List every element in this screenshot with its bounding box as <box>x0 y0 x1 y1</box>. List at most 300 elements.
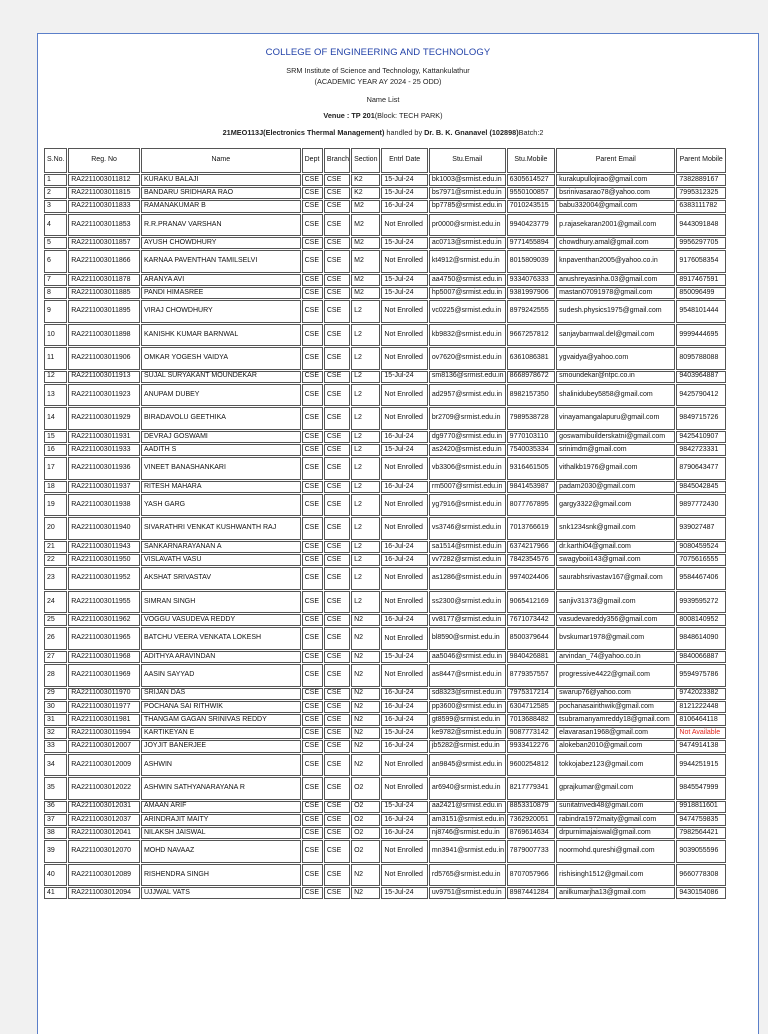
cell-section: K2 <box>351 174 380 186</box>
table-row <box>44 864 726 887</box>
cell-stu-email: br2709@srmist.edu.in <box>429 407 506 430</box>
cell-branch: CSE <box>324 814 350 826</box>
cell-sno: 22 <box>44 554 67 566</box>
table-row <box>44 701 726 713</box>
table-row <box>44 567 726 590</box>
cell-name: OMKAR YOGESH VAIDYA <box>141 347 301 370</box>
cell-stu-mobile: 7879007733 <box>507 840 556 863</box>
cell-branch: CSE <box>324 664 350 687</box>
table-row <box>44 627 726 650</box>
cell-parent-mobile: 9918811601 <box>676 801 726 813</box>
cell-stu-mobile: 8779357557 <box>507 664 556 687</box>
cell-dept: CSE <box>302 627 323 650</box>
venue-block: (Block: TECH PARK) <box>374 111 443 120</box>
cell-dept: CSE <box>302 457 323 480</box>
cell-parent-email: vinayamangalapuru@gmail.com <box>556 407 675 430</box>
cell-stu-email: bl8590@srmist.edu.in <box>429 627 506 650</box>
cell-enrol-date: Not Enrolled <box>381 627 427 650</box>
cell-enrol-date: 15-Jul-24 <box>381 651 427 663</box>
cell-name: JOYJIT BANERJEE <box>141 740 301 752</box>
cell-reg-no: RA2211003011857 <box>68 237 140 249</box>
table-row <box>44 187 726 199</box>
cell-branch: CSE <box>324 714 350 726</box>
cell-name: AASIN SAYYAD <box>141 664 301 687</box>
cell-stu-email: jb5282@srmist.edu.in <box>429 740 506 752</box>
cell-section: M2 <box>351 274 380 286</box>
cell-stu-mobile: 7013688482 <box>507 714 556 726</box>
cell-stu-mobile: 6305614527 <box>507 174 556 186</box>
table-row <box>44 840 726 863</box>
batch-label: Batch:2 <box>518 128 544 137</box>
cell-enrol-date: 16-Jul-24 <box>381 200 427 212</box>
cell-parent-email: shalinidubey5858@gmail.com <box>556 384 675 407</box>
cell-parent-email: alokeban2010@gmail.com <box>556 740 675 752</box>
cell-parent-email: goswamibuilderskatni@gmail.com <box>556 431 675 443</box>
cell-stu-email: an9845@srmist.edu.in <box>429 754 506 777</box>
cell-reg-no: RA2211003011936 <box>68 457 140 480</box>
cell-dept: CSE <box>302 688 323 700</box>
cell-section: K2 <box>351 187 380 199</box>
cell-parent-mobile: 9443091848 <box>676 214 726 237</box>
cell-sno: 9 <box>44 300 67 323</box>
cell-parent-email: srinimdm@gmail.com <box>556 444 675 456</box>
cell-reg-no: RA2211003011815 <box>68 187 140 199</box>
cell-enrol-date: Not Enrolled <box>381 517 427 540</box>
cell-reg-no: RA2211003011933 <box>68 444 140 456</box>
cell-dept: CSE <box>302 840 323 863</box>
cell-sno: 8 <box>44 287 67 299</box>
cell-enrol-date: 15-Jul-24 <box>381 237 427 249</box>
cell-parent-mobile: 9944251915 <box>676 754 726 777</box>
cell-stu-email: vc0225@srmist.edu.in <box>429 300 506 323</box>
cell-dept: CSE <box>302 187 323 199</box>
cell-branch: CSE <box>324 457 350 480</box>
col-header-stu-email: Stu.Email <box>429 148 506 173</box>
cell-enrol-date: 15-Jul-24 <box>381 274 427 286</box>
cell-stu-mobile: 9065412169 <box>507 591 556 614</box>
cell-dept: CSE <box>302 727 323 739</box>
table-row <box>44 887 726 899</box>
cell-parent-email: snk1234snk@gmail.com <box>556 517 675 540</box>
cell-dept: CSE <box>302 274 323 286</box>
cell-enrol-date: Not Enrolled <box>381 754 427 777</box>
table-row <box>44 384 726 407</box>
cell-reg-no: RA2211003012007 <box>68 740 140 752</box>
cell-stu-email: sm8136@srmist.edu.in <box>429 371 506 383</box>
handled-by-label: handled by <box>384 128 425 137</box>
cell-stu-mobile: 9940423779 <box>507 214 556 237</box>
cell-name: RISHENDRA SINGH <box>141 864 301 887</box>
cell-section: L2 <box>351 407 380 430</box>
cell-enrol-date: 16-Jul-24 <box>381 714 427 726</box>
table-body <box>44 174 726 899</box>
cell-sno: 30 <box>44 701 67 713</box>
cell-section: L2 <box>351 347 380 370</box>
cell-reg-no: RA2211003011977 <box>68 701 140 713</box>
cell-parent-email: sanjaybarnwal.del@gmail.com <box>556 324 675 347</box>
cell-enrol-date: 16-Jul-24 <box>381 814 427 826</box>
cell-section: N2 <box>351 727 380 739</box>
cell-enrol-date: 16-Jul-24 <box>381 614 427 626</box>
cell-parent-email: sunitatrivedi48@gmail.com <box>556 801 675 813</box>
cell-dept: CSE <box>302 444 323 456</box>
cell-stu-email: ov7620@srmist.edu.in <box>429 347 506 370</box>
table-row <box>44 371 726 383</box>
cell-stu-mobile: 6304712585 <box>507 701 556 713</box>
cell-reg-no: RA2211003011895 <box>68 300 140 323</box>
cell-name: ADITHYA ARAVINDAN <box>141 651 301 663</box>
cell-reg-no: RA2211003011929 <box>68 407 140 430</box>
cell-branch: CSE <box>324 827 350 839</box>
cell-parent-email: gargy3322@gmail.com <box>556 494 675 517</box>
cell-parent-mobile: 9956297705 <box>676 237 726 249</box>
cell-name: KURAKU BALAJI <box>141 174 301 186</box>
cell-name: BANDARU SRIDHARA RAO <box>141 187 301 199</box>
table-row <box>44 481 726 493</box>
cell-reg-no: RA2211003011833 <box>68 200 140 212</box>
cell-reg-no: RA2211003012070 <box>68 840 140 863</box>
cell-reg-no: RA2211003012022 <box>68 777 140 800</box>
cell-reg-no: RA2211003011970 <box>68 688 140 700</box>
cell-section: M2 <box>351 287 380 299</box>
cell-dept: CSE <box>302 250 323 273</box>
cell-parent-email: knpaventhan2005@yahoo.co.in <box>556 250 675 273</box>
cell-sno: 34 <box>44 754 67 777</box>
cell-parent-email: pochanasairithwik@gmail.com <box>556 701 675 713</box>
cell-reg-no: RA2211003011955 <box>68 591 140 614</box>
cell-stu-email: bs7971@srmist.edu.in <box>429 187 506 199</box>
cell-parent-email: noormohd.qureshi@gmail.com <box>556 840 675 863</box>
cell-stu-email: am3151@srmist.edu.in <box>429 814 506 826</box>
cell-sno: 31 <box>44 714 67 726</box>
cell-enrol-date: 16-Jul-24 <box>381 554 427 566</box>
cell-section: M2 <box>351 250 380 273</box>
cell-sno: 36 <box>44 801 67 813</box>
col-header-branch: Branch <box>324 148 350 173</box>
cell-parent-mobile: 8121222448 <box>676 701 726 713</box>
cell-dept: CSE <box>302 777 323 800</box>
cell-enrol-date: 16-Jul-24 <box>381 541 427 553</box>
cell-stu-email: yg7916@srmist.edu.in <box>429 494 506 517</box>
cell-name: ARINDRAJIT MAITY <box>141 814 301 826</box>
cell-section: N2 <box>351 651 380 663</box>
cell-parent-email: anushreyasinha.03@gmail.com <box>556 274 675 286</box>
cell-parent-mobile: 8008140952 <box>676 614 726 626</box>
cell-enrol-date: 15-Jul-24 <box>381 801 427 813</box>
cell-enrol-date: Not Enrolled <box>381 494 427 517</box>
cell-stu-mobile: 7842354576 <box>507 554 556 566</box>
cell-branch: CSE <box>324 174 350 186</box>
cell-stu-email: aa2421@srmist.edu.in <box>429 801 506 813</box>
cell-dept: CSE <box>302 200 323 212</box>
cell-section: L2 <box>351 567 380 590</box>
cell-section: L2 <box>351 324 380 347</box>
cell-sno: 16 <box>44 444 67 456</box>
cell-reg-no: RA2211003011965 <box>68 627 140 650</box>
cell-stu-mobile: 8979242555 <box>507 300 556 323</box>
cell-sno: 18 <box>44 481 67 493</box>
cell-stu-mobile: 9770103110 <box>507 431 556 443</box>
cell-branch: CSE <box>324 864 350 887</box>
cell-parent-mobile: 9176058354 <box>676 250 726 273</box>
cell-section: L2 <box>351 481 380 493</box>
cell-branch: CSE <box>324 777 350 800</box>
cell-branch: CSE <box>324 688 350 700</box>
table-row <box>44 801 726 813</box>
cell-branch: CSE <box>324 431 350 443</box>
cell-branch: CSE <box>324 384 350 407</box>
cell-section: N2 <box>351 754 380 777</box>
cell-name: AYUSH CHOWDHURY <box>141 237 301 249</box>
cell-enrol-date: 16-Jul-24 <box>381 701 427 713</box>
cell-sno: 37 <box>44 814 67 826</box>
table-header-row <box>44 148 726 173</box>
table-row <box>44 457 726 480</box>
cell-dept: CSE <box>302 864 323 887</box>
cell-sno: 20 <box>44 517 67 540</box>
cell-parent-mobile: 9430154086 <box>676 887 726 899</box>
cell-sno: 1 <box>44 174 67 186</box>
cell-stu-email: kt4912@srmist.edu.in <box>429 250 506 273</box>
student-table <box>43 147 727 900</box>
cell-branch: CSE <box>324 287 350 299</box>
cell-branch: CSE <box>324 347 350 370</box>
cell-reg-no: RA2211003011943 <box>68 541 140 553</box>
cell-enrol-date: 16-Jul-24 <box>381 827 427 839</box>
cell-enrol-date: Not Enrolled <box>381 664 427 687</box>
cell-parent-mobile: 9999444695 <box>676 324 726 347</box>
cell-name: DEVRAJ GOSWAMI <box>141 431 301 443</box>
cell-stu-mobile: 8015809039 <box>507 250 556 273</box>
cell-stu-mobile: 9667257812 <box>507 324 556 347</box>
cell-branch: CSE <box>324 200 350 212</box>
cell-sno: 10 <box>44 324 67 347</box>
cell-name: ANUPAM DUBEY <box>141 384 301 407</box>
cell-parent-mobile: 9742023382 <box>676 688 726 700</box>
table-row <box>44 444 726 456</box>
cell-sno: 39 <box>44 840 67 863</box>
cell-section: N2 <box>351 714 380 726</box>
cell-reg-no: RA2211003011968 <box>68 651 140 663</box>
cell-stu-mobile: 9550100857 <box>507 187 556 199</box>
cell-section: L2 <box>351 494 380 517</box>
cell-branch: CSE <box>324 300 350 323</box>
cell-parent-email: padam2030@gmail.com <box>556 481 675 493</box>
cell-parent-email: chowdhury.amal@gmail.com <box>556 237 675 249</box>
cell-parent-email: sudesh.physics1975@gmail.com <box>556 300 675 323</box>
cell-parent-email: rishisingh1512@gmail.com <box>556 864 675 887</box>
cell-dept: CSE <box>302 714 323 726</box>
cell-dept: CSE <box>302 300 323 323</box>
cell-stu-email: sd8323@srmist.edu.in <box>429 688 506 700</box>
cell-stu-email: dg9770@srmist.edu.in <box>429 431 506 443</box>
subject-line <box>38 128 728 137</box>
cell-branch: CSE <box>324 701 350 713</box>
table-row <box>44 714 726 726</box>
cell-enrol-date: 15-Jul-24 <box>381 887 427 899</box>
cell-section: L2 <box>351 541 380 553</box>
cell-dept: CSE <box>302 801 323 813</box>
cell-enrol-date: Not Enrolled <box>381 407 427 430</box>
cell-section: N2 <box>351 627 380 650</box>
cell-stu-email: ss2300@srmist.edu.in <box>429 591 506 614</box>
cell-branch: CSE <box>324 371 350 383</box>
cell-dept: CSE <box>302 664 323 687</box>
cell-stu-email: aa5046@srmist.edu.in <box>429 651 506 663</box>
table-row <box>44 740 726 752</box>
cell-section: L2 <box>351 431 380 443</box>
cell-section: L2 <box>351 591 380 614</box>
cell-parent-mobile: 9845547999 <box>676 777 726 800</box>
cell-parent-mobile: 7382889167 <box>676 174 726 186</box>
cell-section: N2 <box>351 701 380 713</box>
cell-stu-email: mn3941@srmist.edu.in <box>429 840 506 863</box>
cell-sno: 33 <box>44 740 67 752</box>
cell-branch: CSE <box>324 481 350 493</box>
cell-parent-mobile: 9548101444 <box>676 300 726 323</box>
cell-parent-email: anilkumarjha13@gmail.com <box>556 887 675 899</box>
cell-parent-mobile: 6383111782 <box>676 200 726 212</box>
cell-parent-email: swagyboii143@gmail.com <box>556 554 675 566</box>
table-row <box>44 494 726 517</box>
cell-stu-email: vs3746@srmist.edu.in <box>429 517 506 540</box>
cell-stu-mobile: 6374217966 <box>507 541 556 553</box>
cell-parent-mobile: 9939595272 <box>676 591 726 614</box>
cell-name: VINEET BANASHANKARI <box>141 457 301 480</box>
cell-stu-email: as2420@srmist.edu.in <box>429 444 506 456</box>
col-header-name: Name <box>141 148 301 173</box>
faculty-name: Dr. B. K. Gnanavel (102898) <box>424 128 519 137</box>
table-row <box>44 517 726 540</box>
cell-stu-email: aa4750@srmist.edu.in <box>429 274 506 286</box>
cell-enrol-date: 15-Jul-24 <box>381 727 427 739</box>
cell-stu-mobile: 9087773142 <box>507 727 556 739</box>
cell-name: AMAAN ARIF <box>141 801 301 813</box>
cell-sno: 13 <box>44 384 67 407</box>
cell-sno: 26 <box>44 627 67 650</box>
cell-branch: CSE <box>324 324 350 347</box>
cell-stu-mobile: 6361086381 <box>507 347 556 370</box>
cell-sno: 15 <box>44 431 67 443</box>
cell-parent-email: bvskumar1978@gmail.com <box>556 627 675 650</box>
cell-parent-mobile: 8095788088 <box>676 347 726 370</box>
cell-parent-mobile: 9474914138 <box>676 740 726 752</box>
cell-sno: 14 <box>44 407 67 430</box>
cell-stu-email: bp7785@srmist.edu.in <box>429 200 506 212</box>
cell-stu-mobile: 8707057966 <box>507 864 556 887</box>
cell-enrol-date: Not Enrolled <box>381 214 427 237</box>
col-header-regno: Reg. No <box>68 148 140 173</box>
cell-sno: 6 <box>44 250 67 273</box>
cell-reg-no: RA2211003011994 <box>68 727 140 739</box>
cell-reg-no: RA2211003011938 <box>68 494 140 517</box>
cell-section: L2 <box>351 300 380 323</box>
cell-sno: 7 <box>44 274 67 286</box>
cell-branch: CSE <box>324 237 350 249</box>
cell-enrol-date: 15-Jul-24 <box>381 444 427 456</box>
table-row <box>44 237 726 249</box>
table-row <box>44 554 726 566</box>
cell-stu-email: hp5007@srmist.edu.in <box>429 287 506 299</box>
cell-parent-email: saurabhsrivastav167@gmail.com <box>556 567 675 590</box>
cell-dept: CSE <box>302 481 323 493</box>
cell-reg-no: RA2211003011878 <box>68 274 140 286</box>
cell-section: O2 <box>351 827 380 839</box>
cell-dept: CSE <box>302 287 323 299</box>
cell-reg-no: RA2211003011940 <box>68 517 140 540</box>
cell-parent-mobile: 9425410907 <box>676 431 726 443</box>
cell-branch: CSE <box>324 444 350 456</box>
cell-name: VOGGU VASUDEVA REDDY <box>141 614 301 626</box>
cell-branch: CSE <box>324 614 350 626</box>
cell-dept: CSE <box>302 887 323 899</box>
cell-enrol-date: Not Enrolled <box>381 567 427 590</box>
cell-parent-email: sanjiv31373@gmail.com <box>556 591 675 614</box>
cell-parent-email: drpurnimajaiswal@gmail.com <box>556 827 675 839</box>
cell-dept: CSE <box>302 554 323 566</box>
cell-parent-mobile: 9584467406 <box>676 567 726 590</box>
cell-reg-no: RA2211003012037 <box>68 814 140 826</box>
cell-parent-email: tokkojabez123@gmail.com <box>556 754 675 777</box>
cell-reg-no: RA2211003011923 <box>68 384 140 407</box>
cell-parent-mobile: 8790643477 <box>676 457 726 480</box>
cell-parent-mobile: 9848614090 <box>676 627 726 650</box>
cell-stu-email: kb9832@srmist.edu.in <box>429 324 506 347</box>
col-header-parent-email: Parent Email <box>556 148 675 173</box>
cell-stu-email: vv7282@srmist.edu.in <box>429 554 506 566</box>
table-row <box>44 300 726 323</box>
cell-dept: CSE <box>302 591 323 614</box>
cell-stu-email: rd5765@srmist.edu.in <box>429 864 506 887</box>
cell-sno: 2 <box>44 187 67 199</box>
cell-parent-mobile: 850096499 <box>676 287 726 299</box>
cell-branch: CSE <box>324 651 350 663</box>
cell-parent-email: vithalkb1976@gmail.com <box>556 457 675 480</box>
cell-name: R.R.PRANAV VARSHAN <box>141 214 301 237</box>
cell-reg-no: RA2211003012031 <box>68 801 140 813</box>
cell-branch: CSE <box>324 214 350 237</box>
cell-stu-mobile: 7362920051 <box>507 814 556 826</box>
cell-parent-mobile: 7995312325 <box>676 187 726 199</box>
table-row <box>44 174 726 186</box>
cell-sno: 38 <box>44 827 67 839</box>
cell-branch: CSE <box>324 407 350 430</box>
cell-branch: CSE <box>324 887 350 899</box>
cell-dept: CSE <box>302 237 323 249</box>
table-row <box>44 214 726 237</box>
cell-branch: CSE <box>324 727 350 739</box>
venue-label: Venue : TP 201 <box>323 111 375 120</box>
cell-reg-no: RA2211003011913 <box>68 371 140 383</box>
cell-stu-mobile: 9771455894 <box>507 237 556 249</box>
cell-stu-mobile: 8853310879 <box>507 801 556 813</box>
cell-branch: CSE <box>324 250 350 273</box>
cell-branch: CSE <box>324 840 350 863</box>
cell-parent-email: swarup76@yahoo.com <box>556 688 675 700</box>
cell-stu-mobile: 7540035334 <box>507 444 556 456</box>
cell-reg-no: RA2211003011937 <box>68 481 140 493</box>
cell-name: ARANYA AVI <box>141 274 301 286</box>
cell-parent-email: ygvaidya@yahoo.com <box>556 347 675 370</box>
cell-enrol-date: Not Enrolled <box>381 840 427 863</box>
cell-parent-mobile: 9897772430 <box>676 494 726 517</box>
cell-parent-mobile: 9425790412 <box>676 384 726 407</box>
cell-branch: CSE <box>324 801 350 813</box>
cell-dept: CSE <box>302 754 323 777</box>
table-row <box>44 274 726 286</box>
cell-parent-email: gprajkumar@gmail.com <box>556 777 675 800</box>
cell-name: VIRAJ CHOWDHURY <box>141 300 301 323</box>
